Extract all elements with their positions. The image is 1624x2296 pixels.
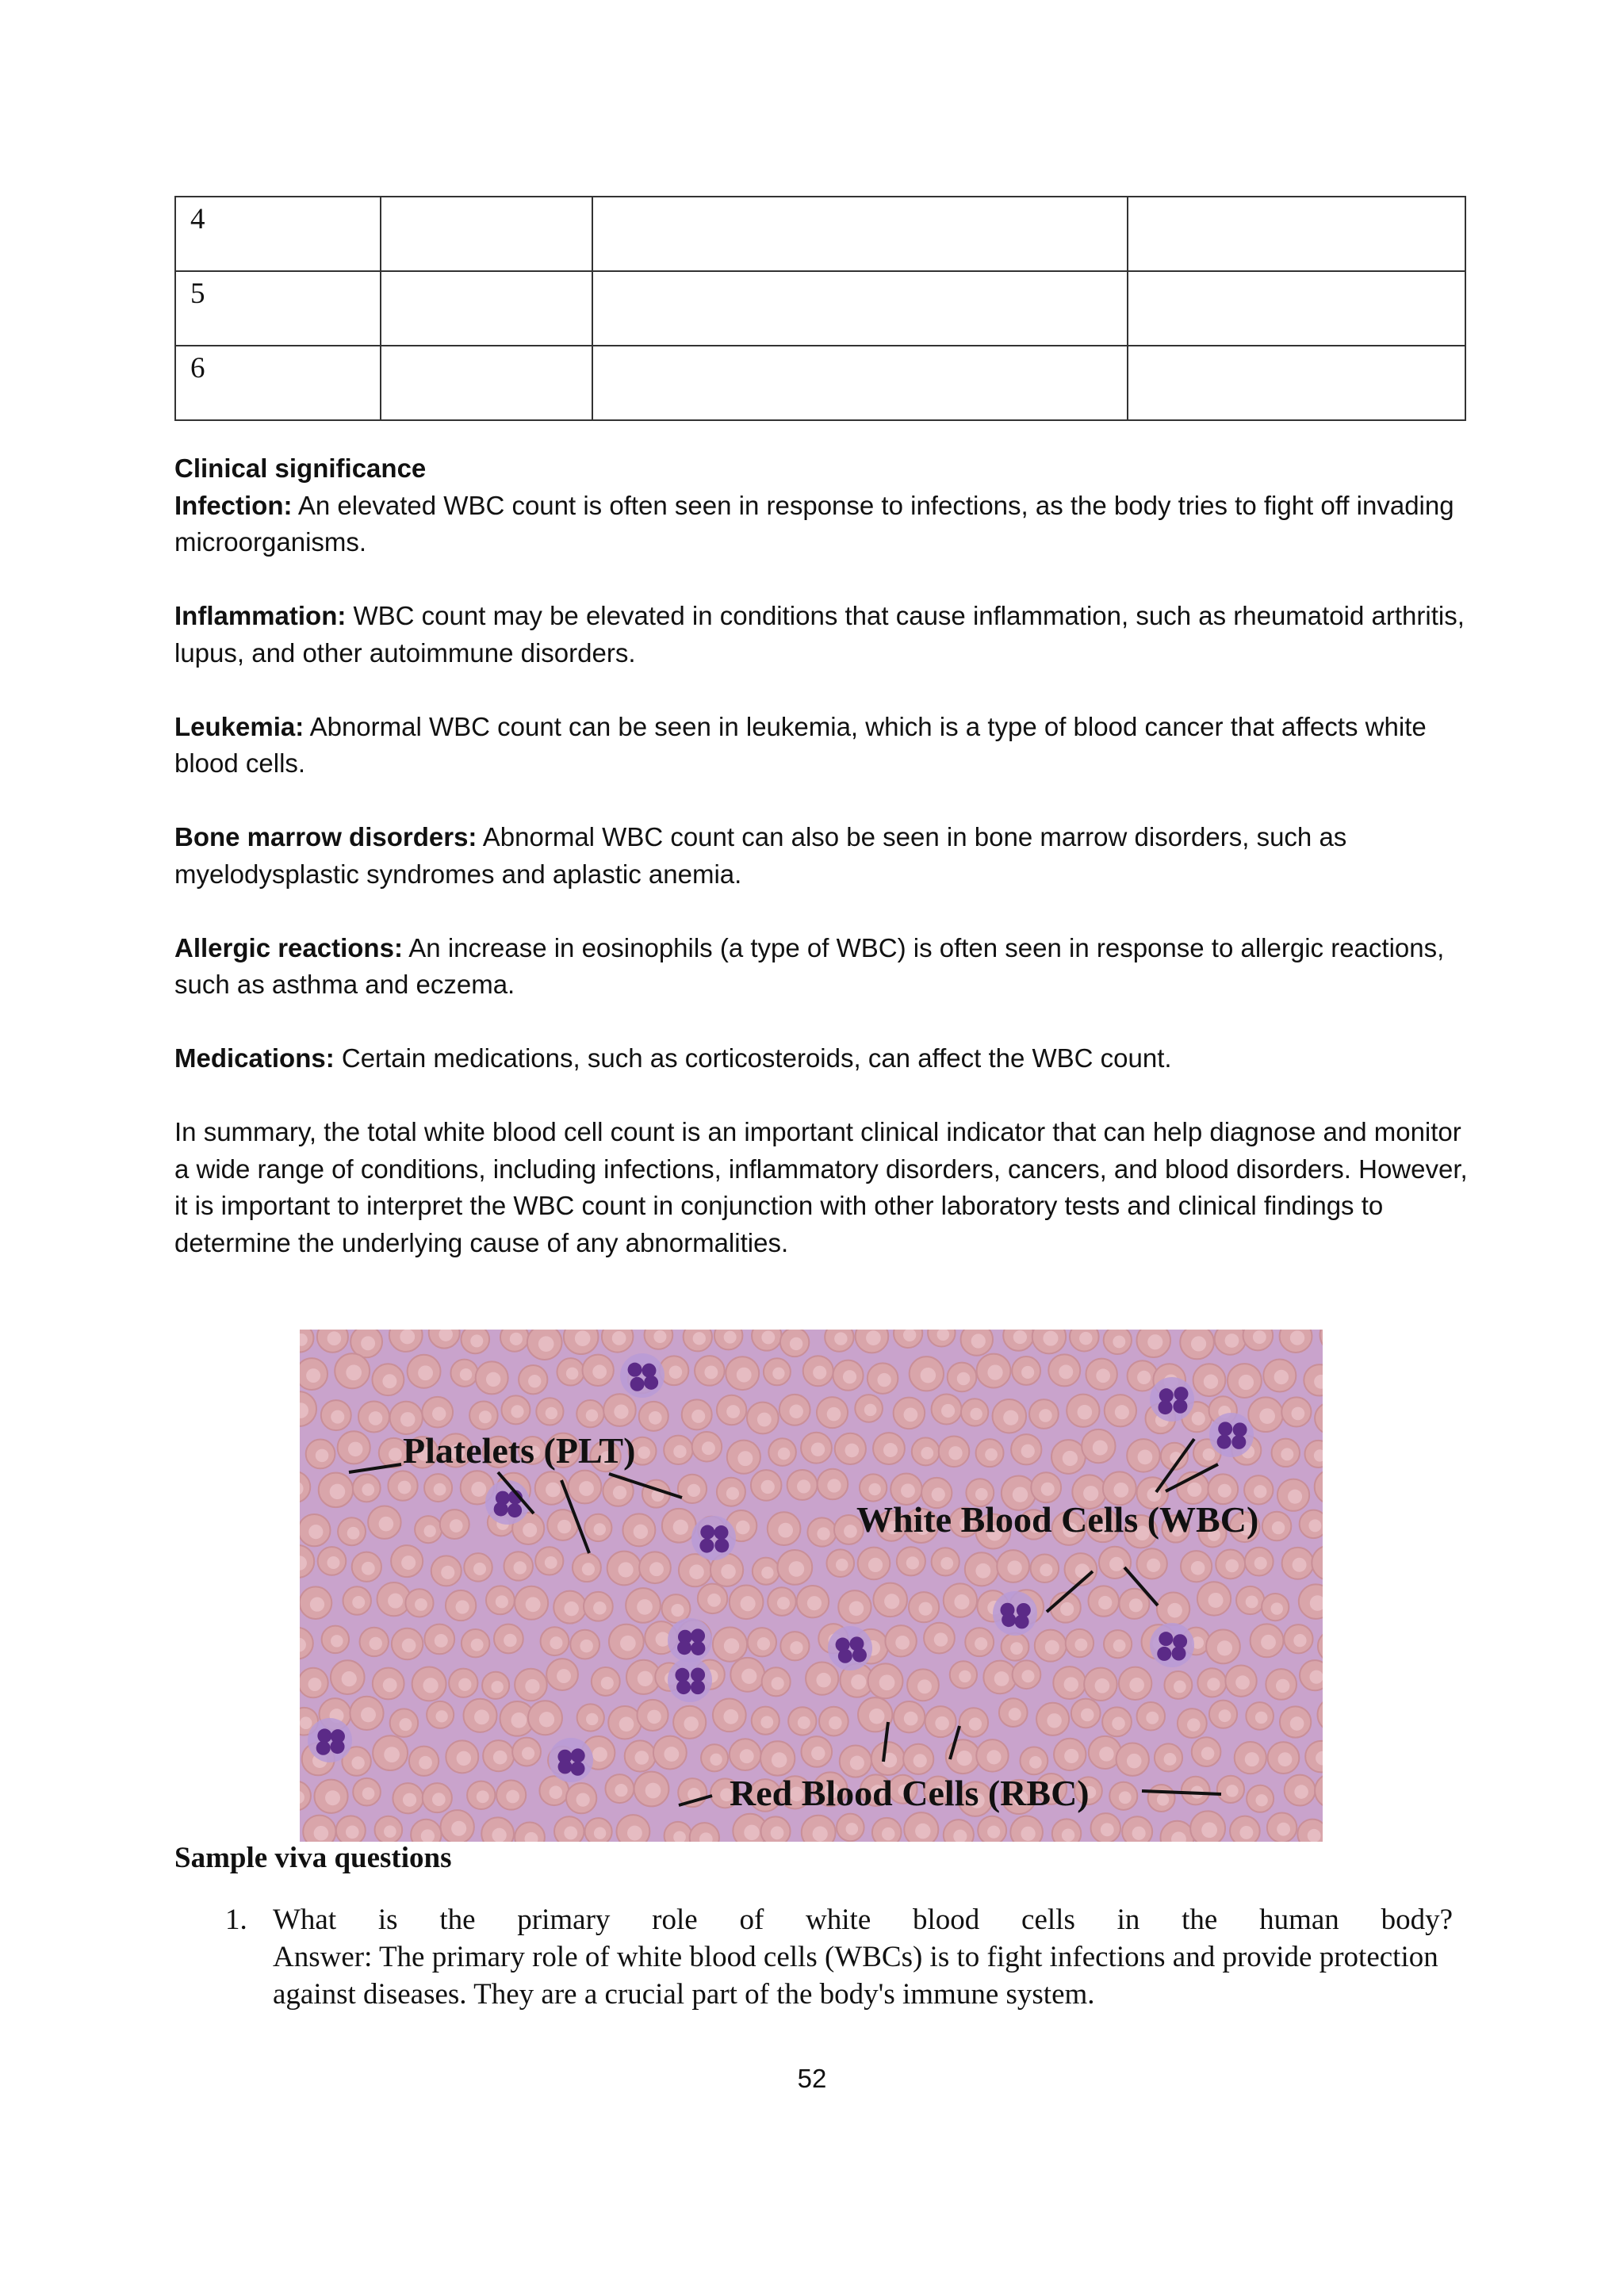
question-text: What is the primary role of white blood cells in the human body?	[273, 1904, 1453, 1936]
table-cell	[592, 346, 1128, 420]
clinical-item	[174, 709, 1475, 783]
clinical-term: Leukemia:	[174, 711, 304, 741]
wbc-label: White Blood Cells (WBC)	[856, 1499, 1259, 1540]
clinical-term: Infection:	[174, 490, 293, 520]
clinical-text: An elevated WBC count is often seen in response to infections, as the body tries to fight off invading microorganisms.	[174, 490, 1454, 557]
section-heading: Clinical significance	[174, 453, 427, 483]
rbc-label: Red Blood Cells (RBC)	[730, 1773, 1090, 1813]
table-cell	[592, 271, 1128, 346]
clinical-term: Bone marrow disorders:	[174, 822, 477, 851]
table-cell: 6	[175, 346, 381, 420]
clinical-text: Certain medications, such as corticosteroids, can affect the WBC count.	[334, 1043, 1172, 1073]
page-number: 52	[797, 2064, 827, 2093]
table-cell	[1128, 271, 1465, 346]
clinical-item	[174, 930, 1475, 1004]
platelets-label: Platelets (PLT)	[403, 1430, 636, 1471]
clinical-text: WBC count may be elevated in conditions that cause inflammation, such as rheumatoid arthritis, lupus, and other autoimmune disorders.	[174, 601, 1465, 668]
table-cell	[381, 271, 592, 346]
clinical-item	[174, 819, 1475, 893]
table-row	[175, 197, 1465, 271]
table-cell	[1128, 197, 1465, 271]
answer-text: Answer: The primary role of white blood cells (WBCs) is to fight infections and provide protection against diseases. They are a crucial part of the body's immune system.	[273, 1941, 1438, 2011]
clinical-term: Allergic reactions:	[174, 932, 403, 962]
clinical-item	[174, 488, 1475, 561]
table-cell	[592, 197, 1128, 271]
table-cell: 5	[175, 271, 381, 346]
clinical-item	[174, 1040, 1475, 1077]
clinical-item	[174, 598, 1475, 672]
table-cell	[1128, 346, 1465, 420]
question-number: 1.	[225, 1904, 247, 1936]
table-cell	[381, 346, 592, 420]
clinical-text: Abnormal WBC count can be seen in leukemia, which is a type of blood cancer that affects white blood cells.	[174, 711, 1427, 778]
observation-table	[174, 196, 1466, 421]
clinical-term: Inflammation:	[174, 601, 347, 630]
viva-heading: Sample viva questions	[174, 1842, 452, 1874]
table-cell	[381, 197, 592, 271]
viva-question-list	[225, 1901, 1453, 2013]
clinical-term: Medications:	[174, 1043, 335, 1073]
clinical-text: An increase in eosinophils (a type of WBC) is often seen in response to allergic reactions, such as asthma and eczema.	[174, 932, 1445, 999]
table-row	[175, 271, 1465, 346]
clinical-text: Abnormal WBC count can also be seen in bone marrow disorders, such as myelodysplastic syndromes and aplastic anemia.	[174, 822, 1347, 889]
viva-question-item	[225, 1901, 1453, 2013]
table-row	[175, 346, 1465, 420]
summary-paragraph: In summary, the total white blood cell count is an important clinical indicator that can help diagnose and monitor a wide range of conditions, including infections, inflammatory disorders, cancers, and blood disorders. However, it is important to interpret the WBC count in conjunction with other laboratory tests and clinical findings to determine the underlying cause of any abnormalities.	[174, 1117, 1468, 1257]
table-cell: 4	[175, 197, 381, 271]
clinical-significance-section	[174, 450, 1475, 1299]
blood-smear-image	[300, 1330, 1323, 1842]
